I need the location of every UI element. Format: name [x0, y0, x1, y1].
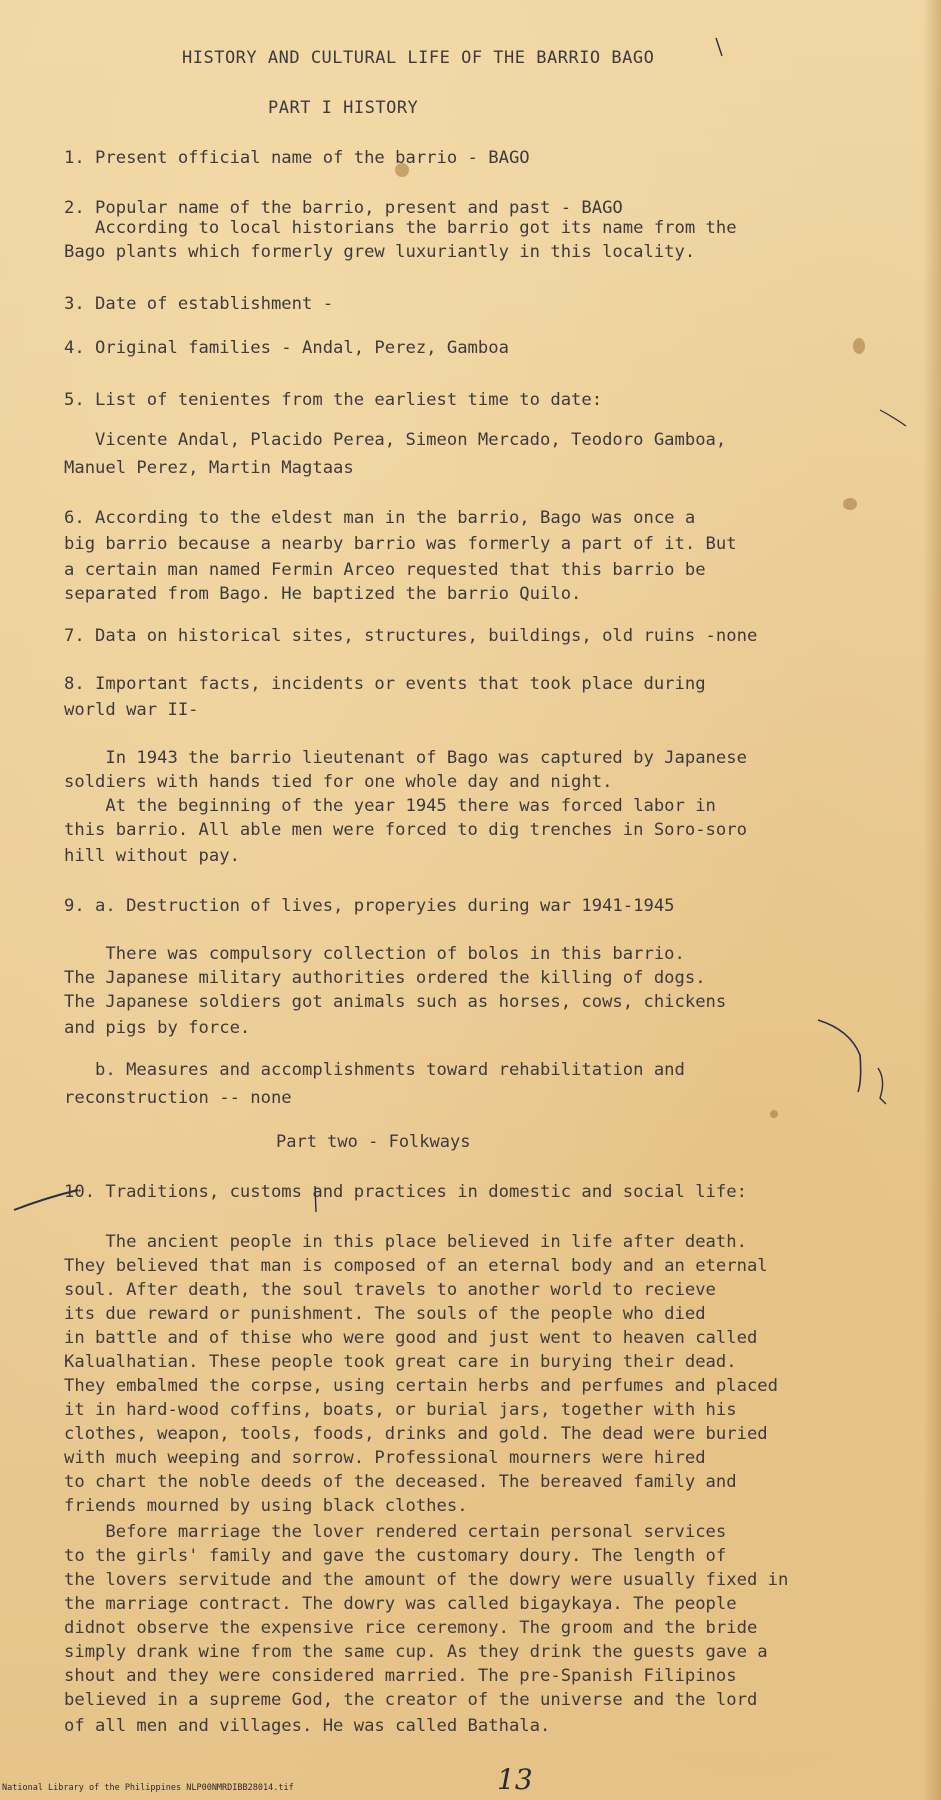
text-line: According to local historians the barrio got its name from the — [64, 218, 737, 238]
pen-stroke — [716, 38, 722, 56]
text-line: a certain man named Fermin Arceo requested that this barrio be — [64, 560, 706, 580]
text-line: reconstruction -- none — [64, 1088, 292, 1108]
text-line: to the girls' family and gave the customary doury. The length of — [64, 1546, 727, 1566]
text-line: 8. Important facts, incidents or events that took place during — [64, 674, 706, 694]
text-line: Bago plants which formerly grew luxuriantly in this locality. — [64, 242, 696, 262]
text-line: its due reward or punishment. The souls of the people who died — [64, 1304, 706, 1324]
text-line: clothes, weapon, tools, foods, drinks and gold. The dead were buried — [64, 1424, 768, 1444]
text-line: world war II- — [64, 700, 199, 720]
text-line: with much weeping and sorrow. Professional mourners were hired — [64, 1448, 706, 1468]
text-line: in battle and of thise who were good and just went to heaven called — [64, 1328, 758, 1348]
text-line: this barrio. All able men were forced to dig trenches in Soro-soro — [64, 820, 747, 840]
text-line: of all men and villages. He was called Bathala. — [64, 1716, 551, 1736]
footer-source: National Library of the Philippines NLP00NMRDIBB28014.tif — [2, 1783, 294, 1793]
text-line: shout and they were considered married. The pre-Spanish Filipinos — [64, 1666, 737, 1686]
text-line: it in hard-wood coffins, boats, or burial jars, together with his — [64, 1400, 737, 1420]
text-line: 6. According to the eldest man in the barrio, Bago was once a — [64, 508, 696, 528]
pen-stroke — [880, 410, 906, 426]
pen-stroke — [14, 1190, 78, 1210]
page-number: 13 — [497, 1763, 533, 1796]
text-line: to chart the noble deeds of the deceased. The bereaved family and — [64, 1472, 737, 1492]
text-line: The ancient people in this place believed in life after death. — [64, 1232, 747, 1252]
text-line: big barrio because a nearby barrio was formerly a part of it. But — [64, 534, 737, 554]
pen-stroke — [878, 1068, 886, 1104]
text-line: They believed that man is composed of an eternal body and an eternal — [64, 1256, 768, 1276]
text-line: soldiers with hands tied for one whole day and night. — [64, 772, 613, 792]
text-line: Manuel Perez, Martin Magtaas — [64, 458, 354, 478]
part-two-heading: Part two - Folkways — [276, 1132, 471, 1152]
text-line: 3. Date of establishment - — [64, 294, 334, 314]
text-line: the marriage contract. The dowry was called bigaykaya. The people — [64, 1594, 737, 1614]
text-line: 1. Present official name of the barrio - BAGO — [64, 148, 530, 168]
part-one-heading: PART I HISTORY — [268, 98, 419, 118]
text-line: At the beginning of the year 1945 there was forced labor in — [64, 796, 716, 816]
text-line: hill without pay. — [64, 846, 240, 866]
text-line: 2. Popular name of the barrio, present and past - BAGO — [64, 198, 623, 218]
text-line: b. Measures and accomplishments toward rehabilitation and — [64, 1060, 685, 1080]
text-line: didnot observe the expensive rice ceremony. The groom and the bride — [64, 1618, 758, 1638]
pen-stroke — [818, 1020, 861, 1092]
text-line: soul. After death, the soul travels to another world to recieve — [64, 1280, 716, 1300]
text-line: the lovers servitude and the amount of the dowry were usually fixed in — [64, 1570, 789, 1590]
text-line: 9. a. Destruction of lives, properyies during war 1941-1945 — [64, 896, 675, 916]
text-line: Kalualhatian. These people took great care in burying their dead. — [64, 1352, 737, 1372]
text-line: and pigs by force. — [64, 1018, 251, 1038]
document-title: HISTORY AND CULTURAL LIFE OF THE BARRIO BAGO — [182, 48, 655, 68]
text-line: Before marriage the lover rendered certain personal services — [64, 1522, 727, 1542]
text-line: Vicente Andal, Placido Perea, Simeon Mercado, Teodoro Gamboa, — [64, 430, 727, 450]
text-line: 5. List of tenientes from the earliest time to date: — [64, 390, 603, 410]
text-line: They embalmed the corpse, using certain herbs and perfumes and placed — [64, 1376, 778, 1396]
text-line: 4. Original families - Andal, Perez, Gamboa — [64, 338, 509, 358]
text-line: The Japanese military authorities ordered the killing of dogs. — [64, 968, 706, 988]
text-line: In 1943 the barrio lieutenant of Bago was captured by Japanese — [64, 748, 747, 768]
text-line: There was compulsory collection of bolos in this barrio. — [64, 944, 685, 964]
text-line: believed in a supreme God, the creator of the universe and the lord — [64, 1690, 758, 1710]
pen-stroke — [315, 1186, 316, 1212]
text-line: The Japanese soldiers got animals such as horses, cows, chickens — [64, 992, 727, 1012]
text-line: 10. Traditions, customs and practices in domestic and social life: — [64, 1182, 747, 1202]
text-line: separated from Bago. He baptized the barrio Quilo. — [64, 584, 582, 604]
text-line: simply drank wine from the same cup. As they drink the guests gave a — [64, 1642, 768, 1662]
text-line: 7. Data on historical sites, structures, buildings, old ruins -none — [64, 626, 758, 646]
text-line: friends mourned by using black clothes. — [64, 1496, 468, 1516]
